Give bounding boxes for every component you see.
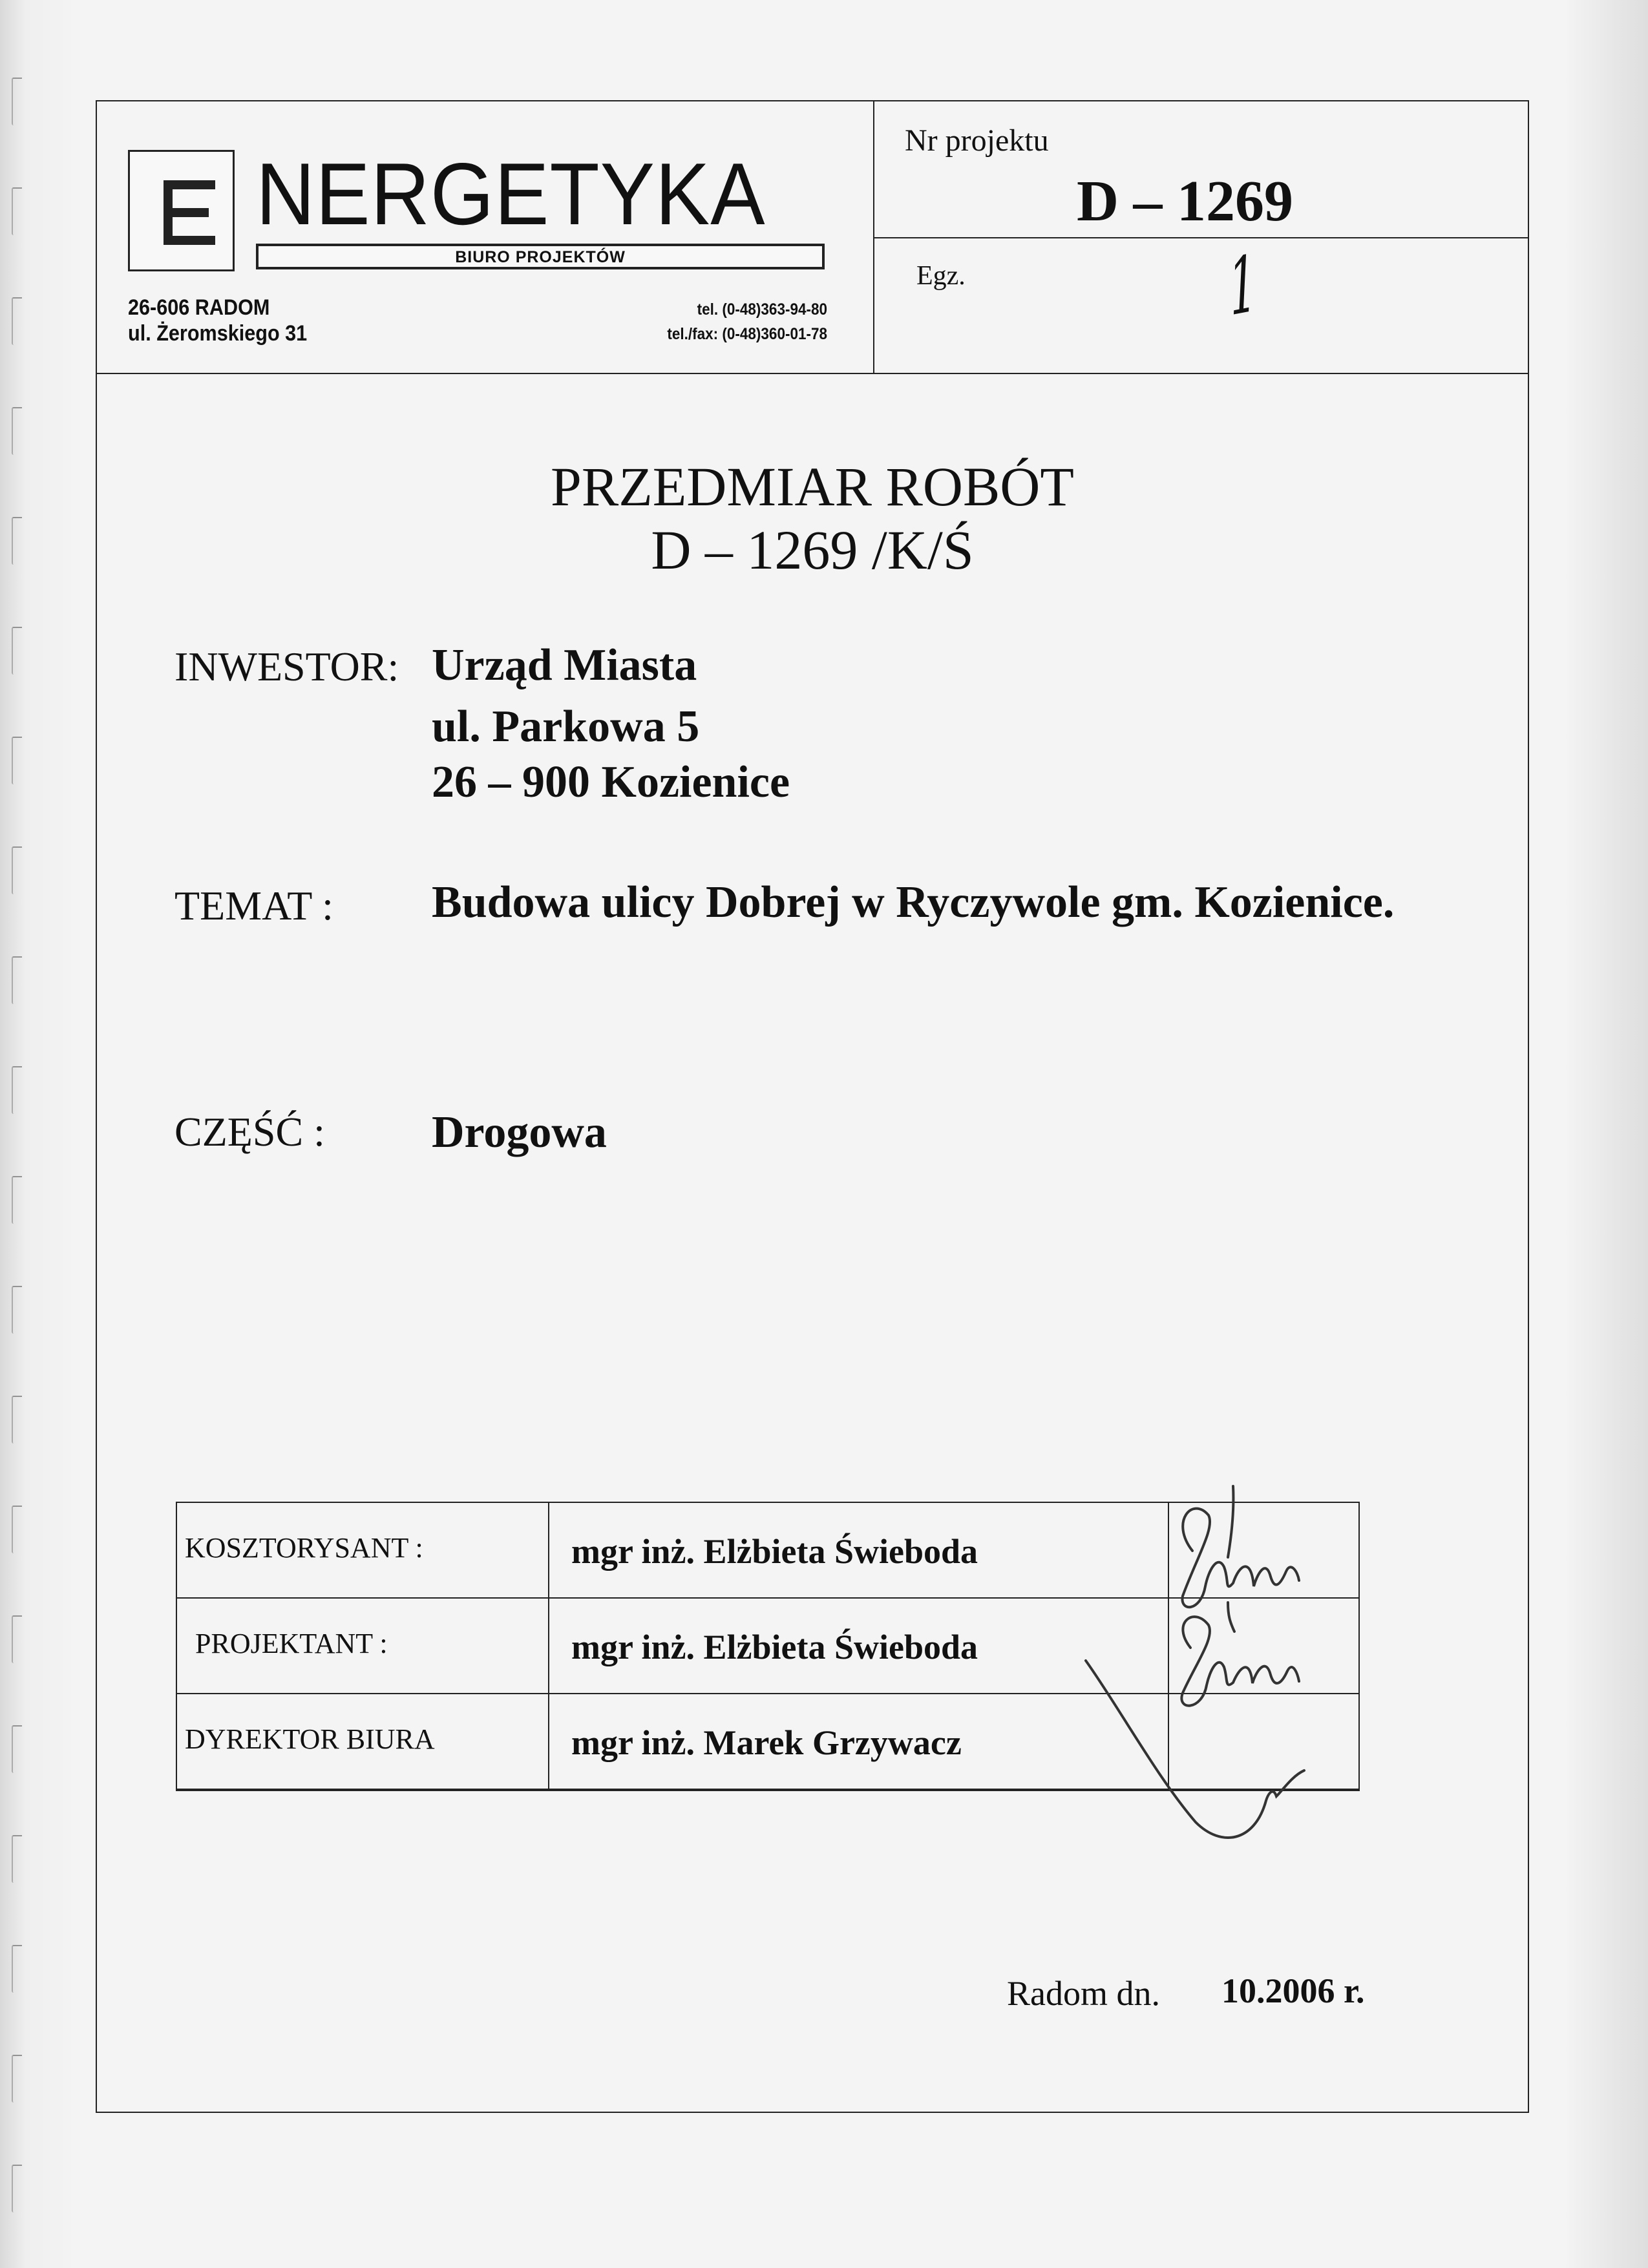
binder-mark [12,846,22,894]
copy-number-label: Egz. [916,261,966,291]
address-line-street: ul. Żeromskiego 31 [128,321,308,346]
binder-mark [12,1835,22,1883]
binder-mark [12,1615,22,1663]
project-number-label: Nr projektu [905,123,1049,158]
binder-mark [12,737,22,784]
binder-mark [12,407,22,455]
signature-column-divider [1168,1503,1169,1790]
binder-mark [12,2055,22,2103]
company-logo [128,145,826,279]
signature-name: mgr inż. Marek Grzywacz [571,1723,962,1762]
place-date-label: Radom dn. [1007,1974,1160,2013]
signature-role: KOSZTORYSANT : [185,1532,423,1564]
signature-row-designer [177,1599,1358,1694]
binder-mark [12,627,22,675]
company-address [128,295,307,346]
logo-subtitle: BIURO PROJEKTÓW [455,248,626,266]
binder-mark [12,78,22,125]
binder-mark [12,517,22,565]
logo-e-stem [164,180,173,245]
binder-mark [12,1506,22,1553]
document-title: PRZEDMIAR ROBÓT [551,456,1074,518]
signature-column-divider [548,1503,549,1790]
part-label: CZĘŚĆ : [174,1109,325,1155]
investor-city: 26 – 900 Kozienice [432,757,790,807]
logo-wordmark: NERGETYKA [256,145,766,243]
binder-mark [12,2165,22,2212]
binder-holes [6,78,32,2210]
signature-row-estimator [177,1503,1358,1599]
phone-line: tel. (0-48)363-94-80 [697,300,827,319]
copy-number-value: 1 [1227,239,1259,334]
company-phones [624,297,827,346]
document-code: D – 1269 /K/Ś [651,519,974,581]
document-frame [96,100,1529,2113]
binder-mark [12,297,22,345]
header-right-divider [873,237,1529,238]
topic-label: TEMAT : [174,883,333,929]
signature-role: DYREKTOR BIURA [185,1723,435,1755]
investor-street: ul. Parkowa 5 [432,702,700,751]
binder-mark [12,1396,22,1444]
binder-mark [12,1286,22,1334]
binder-mark [12,187,22,235]
part-value: Drogowa [432,1108,607,1157]
date-value: 10.2006 r. [1221,1971,1365,2010]
signature-role: PROJEKTANT : [195,1628,388,1659]
topic-value: Budowa ulicy Dobrej w Ryczywole gm. Kozienice. [432,877,1395,927]
logo-e-icon [128,150,235,271]
investor-label: INWESTOR: [174,644,399,689]
binder-mark [12,1176,22,1224]
fax-line: tel./fax: (0-48)360-01-78 [667,325,827,343]
signature-row-director [177,1694,1358,1790]
investor-name: Urząd Miasta [432,640,697,690]
binder-mark [12,1725,22,1773]
project-number-value: D – 1269 [1077,169,1293,233]
signature-name: mgr inż. Elżbieta Świeboda [571,1532,978,1571]
signature-name: mgr inż. Elżbieta Świeboda [571,1628,978,1666]
header-divider [96,373,1529,374]
binder-mark [12,1066,22,1114]
signature-table [176,1502,1360,1791]
address-line-city: 26-606 RADOM [128,295,270,320]
binder-mark [12,1945,22,1993]
binder-mark [12,956,22,1004]
